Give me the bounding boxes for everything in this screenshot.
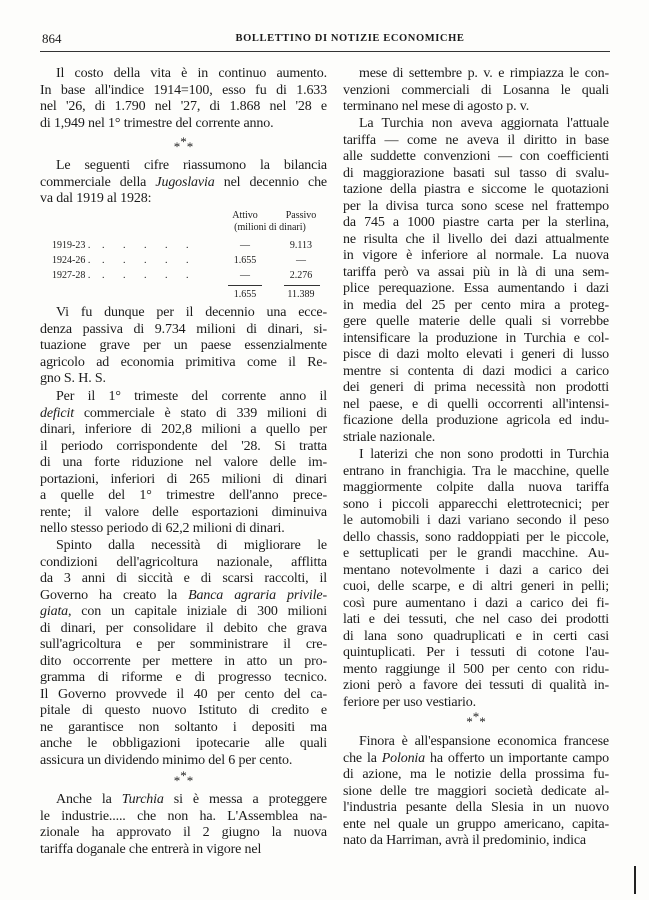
leader-dots: . . . . .	[102, 240, 197, 251]
text-line: ficazione della produzione agricola ed indu-	[343, 413, 609, 428]
text-line: nel '26, di 1.790 nel '27, di 1.868 nel '28 e	[40, 99, 327, 114]
text-line: a quelle del 1° trimestre dell'anno prece-	[40, 488, 327, 503]
paragraph-cost-of-living	[40, 66, 327, 132]
text-line: sono i piccoli apparecchi elettrotecnici; per	[343, 496, 609, 512]
text-line: il periodo corrispondente del '28. Si tratta	[40, 438, 327, 454]
trade-balance-table	[40, 210, 327, 302]
text-line: ne risulta che il livello dei dazi attualmente	[343, 231, 609, 247]
text-line: così pure aumentano i dazi a carico dei fi-	[343, 595, 609, 611]
text-line: Spinto dalla necessità di migliorare le	[56, 538, 327, 553]
text-line: condizioni dell'agricoltura nazionale, afflitta	[40, 554, 327, 570]
section-separator-stars	[40, 768, 327, 791]
scan-margin-mark	[634, 866, 636, 894]
leader-dots: . . . . .	[102, 255, 197, 266]
text-line: assicura un dividendo minimo del 6 per cento.	[40, 752, 293, 768]
asterisk-icon: *	[466, 714, 473, 729]
paragraph-first-quarter-deficit	[40, 389, 327, 538]
text-line: tariffa però va assai più in là di una sem-	[343, 264, 609, 280]
text-segment: che la	[343, 750, 382, 766]
text-line: cuoi, delle scarpe, e di altri generi in pelli;	[343, 579, 609, 594]
asterisk-icon: *	[472, 709, 480, 724]
total-passivo: 11.389	[287, 289, 315, 300]
passivo-cell: 2.276	[289, 270, 313, 281]
text-line: plice perequazione. Essa aumentando i dazi	[343, 281, 609, 296]
passivo-cell: 9.113	[289, 240, 313, 251]
asterisk-icon: *	[180, 768, 187, 783]
passivo-cell: —	[296, 255, 306, 266]
text-line	[40, 406, 327, 423]
text-line: Per il 1° trimeste del corrente anno il	[56, 389, 327, 404]
text-segment: Anche la	[56, 792, 122, 807]
total-rule	[284, 285, 320, 286]
text-line: gramma di riforme e di progresso tecnico.	[40, 670, 327, 685]
text-line: dito occorrente per mettere in atto un pro-	[40, 653, 327, 669]
text-line: nello stesso periodo di 62,2 milioni di dinari.	[40, 521, 285, 536]
text-line: pitale di questo nuovo Istituto di credito e	[40, 703, 327, 718]
text-line: feriore per uso vestiario.	[343, 694, 476, 710]
text-line: quintuplicati. Per i tessuti di cotone l'au-	[343, 645, 609, 660]
column-header-passivo: Passivo	[285, 210, 317, 221]
asterisk-icon: *	[173, 773, 181, 788]
attivo-cell: —	[240, 270, 250, 281]
text-line: gere quelle materie delle quali si vorrebbe	[343, 314, 609, 329]
attivo-cell: —	[240, 240, 250, 251]
text-line: striale nazionale.	[343, 429, 436, 445]
leader-dots: . . . . .	[102, 270, 197, 281]
italic-term: Polonia	[381, 750, 426, 766]
text-line: tariffa doganale che entrerà in vigore nel	[40, 841, 262, 857]
text-line: in media del 25 per cento mira a proteg-	[343, 297, 609, 313]
text-line: zioni però a favore dei tessuti di qualità in-	[343, 678, 609, 693]
text-line: di 1,949 nel 1° trimestre del corrente anno.	[40, 115, 274, 131]
text-line	[343, 751, 609, 768]
text-line: nel paese, e di quelli occorrenti all'intensi-	[343, 396, 609, 412]
text-line: lati e dei tessuti, che nel caso dei prodotti	[343, 612, 609, 627]
text-line: Il costo della vita è in continuo aumento.	[56, 66, 327, 81]
column-header-attivo: Attivo	[232, 210, 258, 221]
italic-term: Banca agraria privile-	[188, 587, 327, 603]
text-line	[40, 604, 327, 621]
asterisk-icon: *	[479, 714, 486, 729]
text-line	[40, 175, 327, 192]
paragraph-poland	[343, 734, 609, 850]
text-line: zionale ha approvato il 2 giugno la nuova	[40, 825, 327, 840]
text-line: In base all'indice 1914=100, esso fu di 1.633	[40, 82, 327, 98]
text-line: venzioni commerciali di Losanna le quali	[343, 82, 609, 98]
column-unit-label: (milioni di dinari)	[234, 222, 306, 233]
period-cell: 1919-23 .	[52, 240, 91, 251]
text-line: Vi fu dunque per il decennio una ecce-	[56, 305, 327, 320]
text-line: di lana sono quadruplicati e in certi casi	[343, 628, 609, 644]
total-attivo: 1.655	[233, 289, 257, 300]
text-line: l'industria pesante della Slesia in un nuovo	[343, 800, 609, 815]
text-line: gno S. H. S.	[40, 371, 106, 386]
text-line: mese di settembre p. v. e rimpiazza le con-	[359, 66, 609, 81]
asterisk-icon: *	[186, 139, 194, 154]
text-line: mento raggiunge il 500 per cento con ridu-	[343, 661, 609, 677]
text-line: di maggiorazione basati sul tasso di svalu-	[343, 165, 609, 181]
table-row	[40, 254, 327, 269]
text-line: denza passiva di 9.734 milioni di dinari, si-	[40, 321, 327, 337]
text-line: agricolo ad economia primitiva come il Re-	[40, 354, 327, 370]
text-line: tuazione grave per un paese essenzialmente	[40, 338, 327, 353]
italic-term: giata	[40, 604, 69, 619]
period-cell: 1924-26 .	[52, 255, 91, 266]
paragraph-jugoslavia-intro	[40, 158, 327, 208]
text-line: in vigore è inferiore al normale. La nuova	[343, 248, 609, 263]
total-rule	[228, 285, 262, 286]
period-cell: 1927-28 .	[52, 270, 91, 281]
text-line: Le seguenti cifre riassumono la bilancia	[56, 158, 327, 173]
text-line: intensificare la produzione in Turchia e col-	[343, 330, 609, 346]
text-line: Il Governo provvede il 40 per cento del ca-	[40, 686, 327, 702]
text-segment: ha offerto un importante campo	[425, 750, 609, 766]
text-line: dei generi di prima necessità non prodotti	[343, 380, 609, 395]
text-line: portazioni, inferiori di 265 milioni di dinari	[40, 471, 327, 487]
attivo-cell: 1.655	[233, 255, 257, 266]
text-line: nato da Harriman, avrà il predominio, indica	[343, 833, 586, 848]
text-line: Finora è all'espansione economica francese	[359, 734, 609, 749]
italic-term: Turchia	[121, 792, 164, 807]
paragraph-agrarian-bank	[40, 538, 327, 769]
table-row	[40, 239, 327, 254]
text-line: ne garantisce non soltanto i depositi ma	[40, 719, 327, 735]
text-line: entrano in franchigia. Tra le macchine, quelle	[343, 463, 609, 479]
text-line: va dal 1919 al 1928:	[40, 191, 152, 206]
italic-term: Jugoslavia	[155, 174, 215, 190]
text-line: La Turchia non aveva aggiornata l'attuale	[359, 116, 609, 131]
text-line: tariffa — come ne aveva il diritto in base	[343, 132, 609, 148]
text-line	[40, 792, 327, 809]
text-line: da 745 a 1000 piastre carta per la sterlina,	[343, 215, 609, 230]
running-header-title: BOLLETTINO DI NOTIZIE ECONOMICHE	[235, 33, 465, 44]
text-line: tazione della piastra e siccome le quotazioni	[343, 182, 609, 197]
text-line: di azione, ma le notizie della prossima fu-	[343, 767, 609, 782]
text-line: mentano notevolmente i dazi a carico dei	[343, 562, 609, 578]
text-segment: , con un capitale iniziale di 300 milioni	[68, 604, 327, 619]
paragraph-turkey-tariff-revision	[343, 116, 609, 446]
text-line: ente nel quale un gruppo americano, capita-	[343, 816, 609, 832]
text-segment: si è messa a proteggere	[163, 792, 327, 807]
text-line: le automobili i dazi variano secondo il peso	[343, 513, 609, 528]
table-row	[40, 269, 327, 284]
text-line: alle suddette convenzioni — con coefficienti	[343, 149, 609, 164]
text-segment: Governo ha creato la	[40, 587, 189, 603]
asterisk-icon: *	[186, 773, 194, 788]
italic-term: deficit	[40, 405, 74, 421]
text-line: sione delle tre maggiori società dedicate al-	[343, 783, 609, 799]
text-line: sull'agricoltura e per somministrare il cre-	[40, 637, 327, 652]
text-line: anche le obbligazioni ipotecarie alle quali	[40, 736, 327, 751]
paragraph-turkey-duties-detail	[343, 447, 609, 711]
table-total-row	[40, 288, 327, 303]
text-segment: commerciale della	[40, 174, 156, 190]
asterisk-icon: *	[173, 139, 181, 154]
text-line: di dinari, per consolidare il debito che grava	[40, 620, 327, 636]
paragraph-turkey-continued	[343, 66, 609, 116]
page-number: 864	[42, 31, 62, 46]
section-separator-stars	[40, 134, 327, 157]
text-line: I laterizi che non sono prodotti in Turchia	[359, 447, 609, 462]
asterisk-icon: *	[180, 134, 187, 149]
header-rule	[40, 51, 610, 52]
text-segment: commerciale è stato di 339 milioni di	[73, 405, 327, 421]
text-line: da 3 anni di siccità e di scarsi raccolti, il	[40, 571, 327, 586]
text-line: di una forte riduzione nel valore delle im-	[40, 455, 327, 470]
text-line: rente; il valore delle esportazioni diminuiva	[40, 504, 327, 520]
text-line: dello chassis, sono raddoppiati per le piccole,	[343, 529, 609, 545]
text-line: le industrie..... che non ha. L'Assemblea na-	[40, 808, 327, 824]
paragraph-turkey-tariff	[40, 792, 327, 858]
text-line: per la divisa turca sono scese nel frattempo	[343, 198, 609, 214]
paragraph-passive-excess	[40, 305, 327, 388]
section-separator-stars	[343, 709, 609, 732]
text-line: e settuplicati per le grandi macchine. Au-	[343, 546, 609, 561]
text-line: dinari, inferiore di 202,8 milioni a quello per	[40, 422, 327, 437]
text-segment: nel decennio che	[214, 174, 327, 190]
text-line: terminano nel mese di agosto p. v.	[343, 99, 530, 114]
text-line: maggiormente colpite dalla nuova tariffa	[343, 480, 609, 495]
text-line	[40, 588, 327, 605]
text-line: mentre si contenta di dazi modici a carico	[343, 363, 609, 379]
text-line: pisce di dazi molto elevati i generi di lusso	[343, 347, 609, 362]
